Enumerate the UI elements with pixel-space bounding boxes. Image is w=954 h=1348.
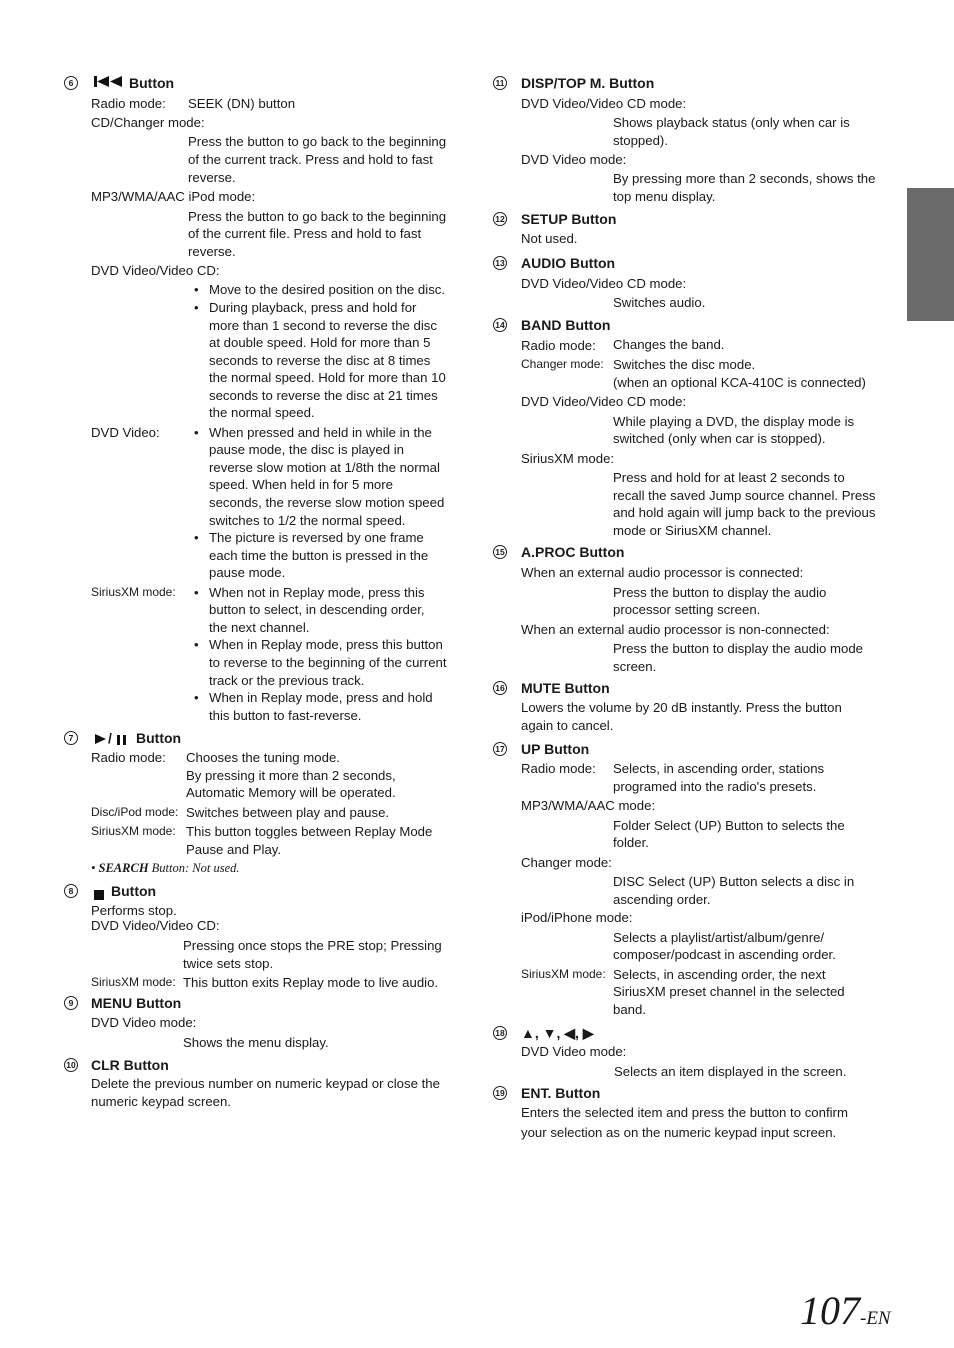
section-title: A.PROC Button: [521, 544, 625, 560]
mode-label: DVD Video mode:: [91, 1015, 197, 1030]
mode-label: DVD Video/Video CD mode:: [521, 276, 687, 291]
section-title: MUTE Button: [521, 680, 610, 696]
mode-desc: SiriusXM preset channel in the selected: [613, 984, 845, 999]
section-title: BAND Button: [521, 317, 611, 333]
bullet: •: [194, 637, 199, 652]
bullet-text: seconds to reverse the disc at 21 times: [209, 388, 438, 403]
mode-label: MP3/WMA/AAC iPod mode:: [91, 189, 256, 204]
mode-label: SiriusXM mode:: [91, 824, 176, 838]
mode-desc: (when an optional KCA-410C is connected): [613, 375, 866, 390]
mode-desc: composer/podcast in ascending order.: [613, 947, 836, 962]
section-title: DISP/TOP M. Button: [521, 75, 655, 91]
desc: again to cancel.: [521, 718, 614, 733]
section-number-11: 11: [493, 76, 507, 90]
desc: Enters the selected item and press the button to confirm: [521, 1105, 848, 1120]
mode-desc: Chooses the tuning mode.: [186, 750, 340, 765]
section-number-13: 13: [493, 256, 507, 270]
mode-desc: switched (only when car is stopped).: [613, 431, 826, 446]
bullet: •: [194, 425, 199, 440]
desc: Delete the previous number on numeric keypad or close the: [91, 1076, 440, 1091]
mode-label: Radio mode:: [91, 96, 166, 111]
mode-label: DVD Video:: [91, 425, 160, 440]
mode-desc: SEEK (DN) button: [188, 96, 296, 111]
bullet: •: [194, 282, 199, 297]
mode-desc: Switches between play and pause.: [186, 805, 390, 820]
bullet-text: reverse slow motion at 1/8th the normal: [209, 460, 440, 475]
mode-desc: processor setting screen.: [613, 602, 761, 617]
bullet-text: to reverse to the beginning of the current: [209, 655, 447, 670]
mode-desc: Pressing once stops the PRE stop; Pressing: [183, 938, 442, 953]
mode-desc: Shows the menu display.: [183, 1035, 329, 1050]
mode-desc: top menu display.: [613, 189, 716, 204]
mode-desc: Press the button to display the audio: [613, 585, 827, 600]
bullet: •: [194, 585, 199, 600]
section-number-8: 8: [64, 884, 78, 898]
bullet-text: the normal speed. Hold for more than 10: [209, 370, 446, 385]
desc: Performs stop.: [91, 903, 177, 918]
bullet-text: more than 1 second to reverse the disc: [209, 318, 437, 333]
mode-desc: Selects a playlist/artist/album/genre/: [613, 930, 825, 945]
mode-label: Radio mode:: [521, 338, 596, 353]
mode-desc: and hold again will jump back to the previous: [613, 505, 876, 520]
mode-desc: stopped).: [613, 133, 668, 148]
mode-desc: of the current track. Press and hold to fast: [188, 152, 433, 167]
mode-label: Disc/iPod mode:: [91, 805, 179, 819]
section-number-18: 18: [493, 1026, 507, 1040]
mode-desc: Selects an item displayed in the screen.: [614, 1064, 847, 1079]
bullet-text: the normal speed.: [209, 405, 315, 420]
slash: /: [108, 730, 112, 746]
mode-desc: twice sets stop.: [183, 956, 274, 971]
mode-desc: Press and hold for at least 2 seconds to: [613, 470, 845, 485]
bullet-text: seconds to reverse the disc at 8 times: [209, 353, 431, 368]
mode-label: When an external audio processor is non-connected:: [521, 622, 830, 637]
mode-label: DVD Video/Video CD:: [91, 918, 220, 933]
desc: your selection as on the numeric keypad input screen.: [521, 1125, 837, 1140]
desc: numeric keypad screen.: [91, 1094, 232, 1109]
section-number-12: 12: [493, 212, 507, 226]
mode-desc: Press the button to go back to the beginning: [188, 209, 447, 224]
bullet-text: speed. When held in for 5 more: [209, 477, 393, 492]
mode-desc: reverse.: [188, 170, 236, 185]
bullet-text: When not in Replay mode, press this: [209, 585, 425, 600]
section-title: CLR Button: [91, 1057, 169, 1073]
bullet-text: Move to the desired position on the disc.: [209, 282, 446, 297]
mode-desc: Folder Select (UP) Button to selects the: [613, 818, 845, 833]
section-title: ENT. Button: [521, 1085, 601, 1101]
mode-desc: By pressing more than 2 seconds, shows the: [613, 171, 876, 186]
pause-icon: [116, 733, 127, 750]
mode-desc: Selects, in ascending order, stations: [613, 761, 825, 776]
mode-label: DVD Video/Video CD mode:: [521, 394, 687, 409]
mode-label: Changer mode:: [521, 357, 604, 371]
bullet: •: [194, 690, 199, 705]
bullet-text: at double speed. Hold for more than 5: [209, 335, 431, 350]
mode-label: DVD Video/Video CD:: [91, 263, 220, 278]
desc: Lowers the volume by 20 dB instantly. Press the button: [521, 700, 842, 715]
bullet-text: During playback, press and hold for: [209, 300, 417, 315]
mode-desc: programed into the radio's presets.: [613, 779, 817, 794]
skip-back-icon: [94, 75, 124, 92]
mode-desc: Automatic Memory will be operated.: [186, 785, 396, 800]
mode-desc: Pause and Play.: [186, 842, 282, 857]
mode-desc: folder.: [613, 835, 649, 850]
mode-label: CD/Changer mode:: [91, 115, 205, 130]
mode-desc: of the current file. Press and hold to fast: [188, 226, 422, 241]
mode-desc: DISC Select (UP) Button selects a disc in: [613, 874, 855, 889]
mode-label: DVD Video/Video CD mode:: [521, 96, 687, 111]
mode-label: SiriusXM mode:: [91, 585, 176, 599]
mode-desc: While playing a DVD, the display mode is: [613, 414, 855, 429]
bullet-text: When in Replay mode, press this button: [209, 637, 443, 652]
bullet: •: [194, 530, 199, 545]
section-number-6: 6: [64, 76, 78, 90]
mode-label: SiriusXM mode:: [521, 451, 615, 466]
section-title: Button: [136, 730, 182, 746]
bullet-text: each time the button is pressed in the: [209, 548, 429, 563]
mode-desc: Press the button to display the audio mode: [613, 641, 863, 656]
mode-desc: Press the button to go back to the beginning: [188, 134, 447, 149]
page-number: 107-EN: [800, 1288, 891, 1333]
desc: Not used.: [521, 231, 578, 246]
section-number-17: 17: [493, 742, 507, 756]
section-number-19: 19: [493, 1086, 507, 1100]
bullet-text: seconds, the reverse slow motion speed: [209, 495, 445, 510]
section-title: AUDIO Button: [521, 255, 616, 271]
bullet-text: track or the previous track.: [209, 673, 365, 688]
mode-desc: Switches audio.: [613, 295, 706, 310]
mode-desc: mode or SiriusXM channel.: [613, 523, 772, 538]
mode-desc: This button exits Replay mode to live audio.: [183, 975, 439, 990]
bullet-text: this button to fast-reverse.: [209, 708, 362, 723]
mode-label: SiriusXM mode:: [521, 967, 606, 981]
mode-desc: screen.: [613, 659, 657, 674]
mode-label: iPod/iPhone mode:: [521, 910, 633, 925]
search-note: • SEARCH Button: Not used.: [91, 861, 240, 875]
bullet-text: The picture is reversed by one frame: [209, 530, 424, 545]
mode-label: MP3/WMA/AAC mode:: [521, 798, 656, 813]
section-title: Button: [111, 883, 157, 899]
mode-label: When an external audio processor is connected:: [521, 565, 804, 580]
bullet-text: pause mode.: [209, 565, 286, 580]
mode-desc: reverse.: [188, 244, 236, 259]
bullet-text: button to select, in descending order,: [209, 602, 425, 617]
mode-desc: By pressing it more than 2 seconds,: [186, 768, 396, 783]
section-number-7: 7: [64, 731, 78, 745]
section-title: Button: [129, 75, 175, 91]
arrow-keys-title: ▲, ▼, ◀, ▶: [521, 1025, 594, 1041]
section-number-16: 16: [493, 681, 507, 695]
mode-label: DVD Video mode:: [521, 152, 627, 167]
mode-label: DVD Video mode:: [521, 1044, 627, 1059]
mode-desc: Changes the band.: [613, 337, 725, 352]
mode-desc: recall the saved Jump source channel. Press: [613, 488, 876, 503]
bullet-text: When in Replay mode, press and hold: [209, 690, 433, 705]
bullet-text: switches to 1/2 the normal speed.: [209, 513, 406, 528]
bullet-text: the next channel.: [209, 620, 310, 635]
mode-desc: Selects, in ascending order, the next: [613, 967, 826, 982]
section-number-14: 14: [493, 318, 507, 332]
section-title: UP Button: [521, 741, 590, 757]
mode-label: SiriusXM mode:: [91, 975, 176, 989]
section-tab: [907, 188, 954, 321]
section-number-9: 9: [64, 996, 78, 1010]
mode-desc: Switches the disc mode.: [613, 357, 756, 372]
bullet: •: [194, 300, 199, 315]
mode-desc: Shows playback status (only when car is: [613, 115, 850, 130]
play-icon: [94, 732, 107, 749]
mode-desc: This button toggles between Replay Mode: [186, 824, 433, 839]
mode-desc: band.: [613, 1002, 647, 1017]
section-number-15: 15: [493, 545, 507, 559]
mode-desc: ascending order.: [613, 892, 711, 907]
section-title: MENU Button: [91, 995, 182, 1011]
mode-label: Changer mode:: [521, 855, 612, 870]
bullet-text: When pressed and held in while in the: [209, 425, 432, 440]
mode-label: Radio mode:: [91, 750, 166, 765]
mode-label: Radio mode:: [521, 761, 596, 776]
section-number-10: 10: [64, 1058, 78, 1072]
bullet-text: pause mode, the disc is played in: [209, 442, 404, 457]
section-title: SETUP Button: [521, 211, 617, 227]
